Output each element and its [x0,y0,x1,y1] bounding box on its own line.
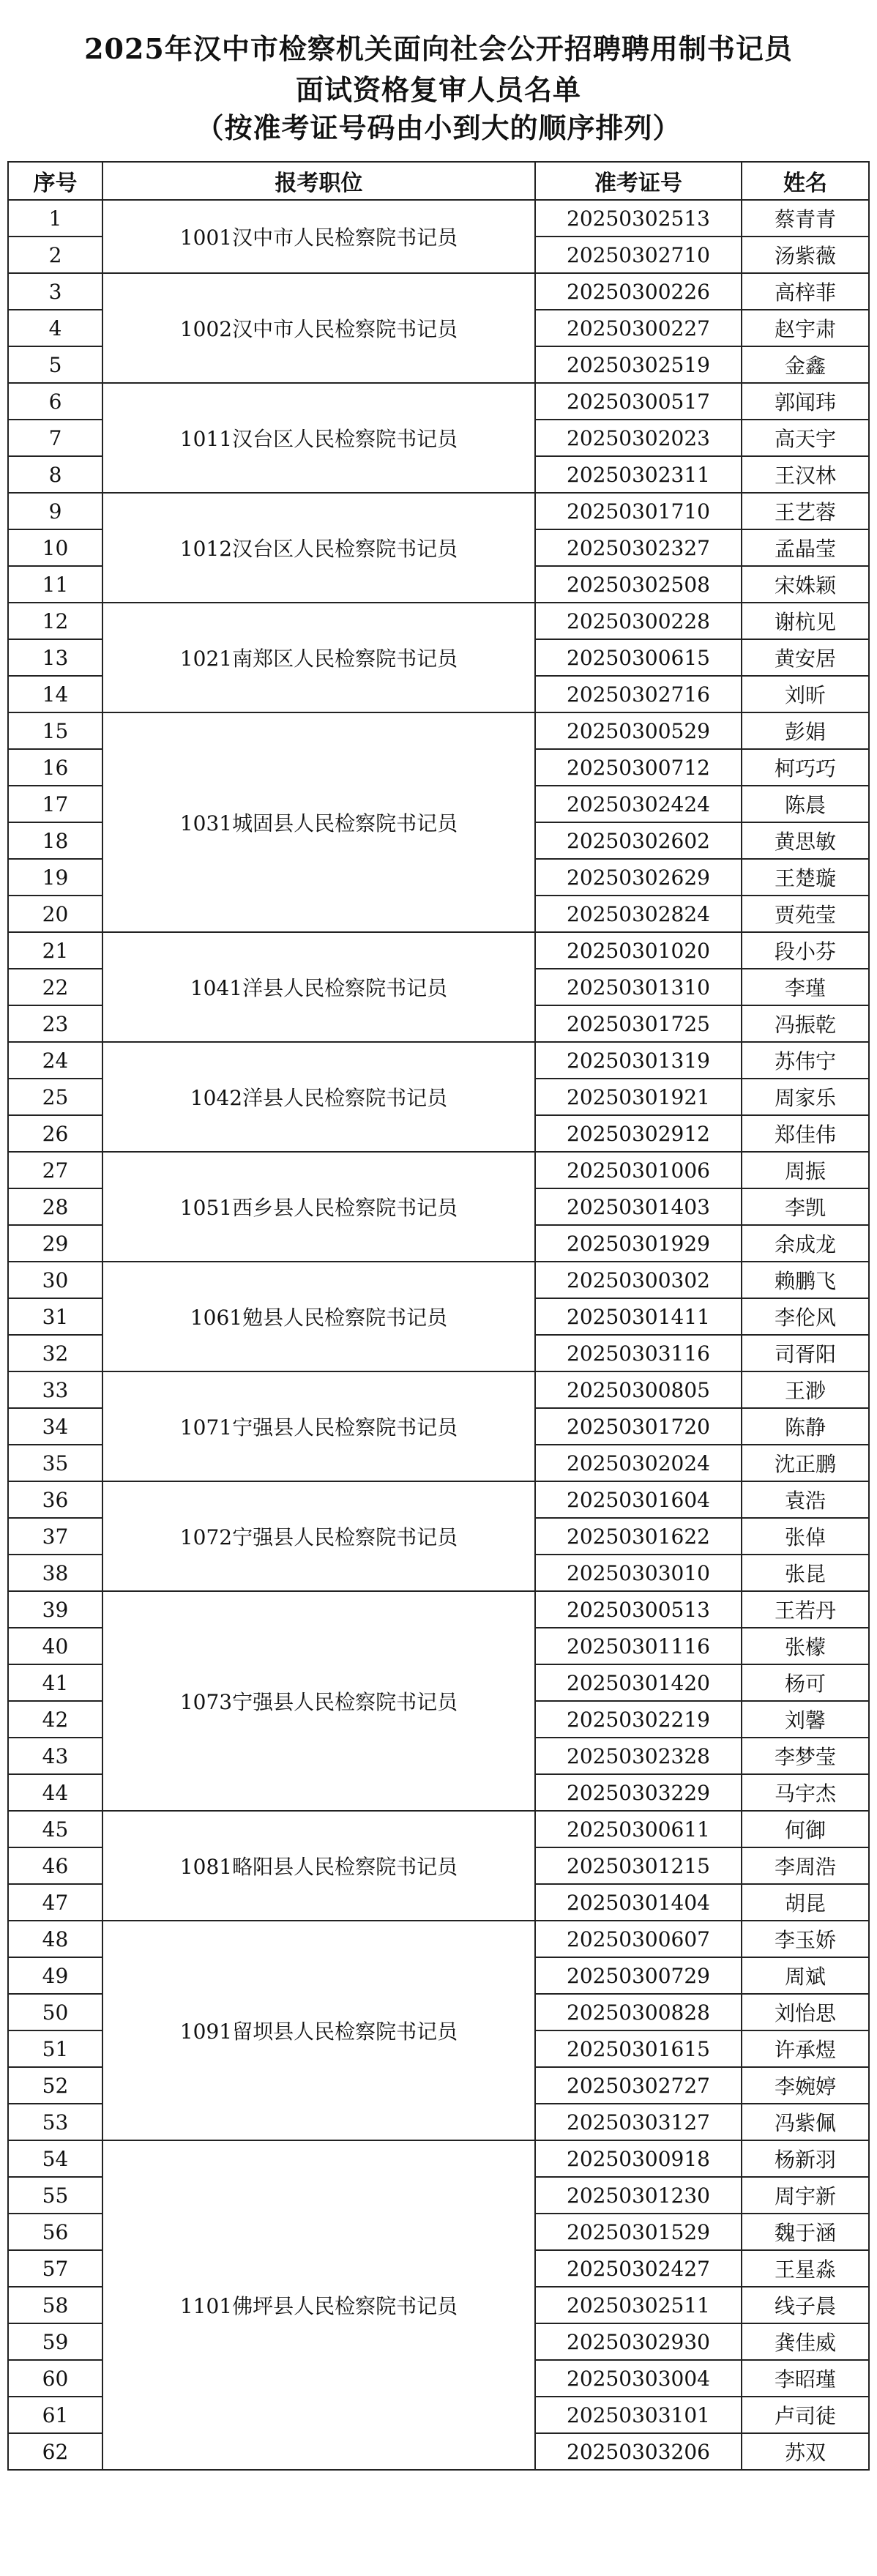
seq-cell: 4 [8,310,102,346]
candidate-name-cell: 郑佳伟 [742,1115,869,1152]
table-row [8,712,869,749]
position-cell: 1011汉台区人民检察院书记员 [102,383,535,493]
exam-number-cell: 20250302427 [535,2250,742,2287]
table-row [8,2140,869,2177]
exam-number-cell: 20250303116 [535,1335,742,1371]
exam-number-cell: 20250300529 [535,712,742,749]
seq-cell: 21 [8,932,102,969]
candidate-name-cell: 王星淼 [742,2250,869,2287]
table-row [8,1481,869,1518]
candidate-name-cell: 余成龙 [742,1225,869,1262]
exam-number-cell: 20250301725 [535,1005,742,1042]
candidate-name-cell: 刘昕 [742,676,869,712]
seq-cell: 10 [8,529,102,566]
candidate-name-cell: 李周浩 [742,1847,869,1884]
exam-number-cell: 20250301604 [535,1481,742,1518]
exam-number-cell: 20250302219 [535,1701,742,1738]
exam-number-cell: 20250302912 [535,1115,742,1152]
exam-number-cell: 20250302511 [535,2287,742,2323]
candidate-name-cell: 王艺蓉 [742,493,869,529]
candidate-name-cell: 线子晨 [742,2287,869,2323]
seq-cell: 37 [8,1518,102,1555]
seq-cell: 20 [8,896,102,932]
seq-cell: 61 [8,2397,102,2433]
exam-number-cell: 20250301720 [535,1408,742,1445]
position-cell: 1002汉中市人民检察院书记员 [102,273,535,383]
candidate-name-cell: 苏伟宁 [742,1042,869,1079]
seq-cell: 18 [8,822,102,859]
position-cell: 1051西乡县人民检察院书记员 [102,1152,535,1262]
candidate-name-cell: 郭闻玮 [742,383,869,420]
seq-cell: 8 [8,456,102,493]
header-seq: 序号 [8,162,102,200]
seq-cell: 30 [8,1262,102,1298]
seq-cell: 22 [8,969,102,1005]
exam-number-cell: 20250301020 [535,932,742,969]
exam-number-cell: 20250300228 [535,603,742,639]
table-row [8,383,869,420]
candidate-name-cell: 冯振乾 [742,1005,869,1042]
exam-number-cell: 20250301929 [535,1225,742,1262]
exam-number-cell: 20250302513 [535,200,742,237]
seq-cell: 29 [8,1225,102,1262]
seq-cell: 42 [8,1701,102,1738]
seq-cell: 19 [8,859,102,896]
seq-cell: 38 [8,1555,102,1591]
exam-number-cell: 20250300918 [535,2140,742,2177]
candidate-name-cell: 高梓菲 [742,273,869,310]
position-cell: 1061勉县人民检察院书记员 [102,1262,535,1371]
exam-number-cell: 20250302824 [535,896,742,932]
candidate-name-cell: 黄思敏 [742,822,869,859]
seq-cell: 34 [8,1408,102,1445]
candidate-name-cell: 胡昆 [742,1884,869,1921]
table-row [8,1811,869,1847]
seq-cell: 7 [8,420,102,456]
candidate-name-cell: 张檬 [742,1628,869,1664]
table-row [8,603,869,639]
exam-number-cell: 20250302602 [535,822,742,859]
candidate-name-cell: 王汉林 [742,456,869,493]
seq-cell: 36 [8,1481,102,1518]
sort-note: （按准考证号码由小到大的顺序排列） [195,111,682,144]
seq-cell: 33 [8,1371,102,1408]
position-cell: 1071宁强县人民检察院书记员 [102,1371,535,1481]
exam-number-cell: 20250301411 [535,1298,742,1335]
table-row [8,493,869,529]
candidate-name-cell: 柯巧巧 [742,749,869,786]
seq-cell: 58 [8,2287,102,2323]
position-cell: 1091留坝县人民检察院书记员 [102,1921,535,2140]
candidate-name-cell: 高天宇 [742,420,869,456]
exam-number-cell: 20250300611 [535,1811,742,1847]
seq-cell: 1 [8,200,102,237]
exam-number-cell: 20250302023 [535,420,742,456]
candidate-name-cell: 金鑫 [742,346,869,383]
seq-cell: 56 [8,2214,102,2250]
candidate-name-cell: 袁浩 [742,1481,869,1518]
seq-cell: 6 [8,383,102,420]
exam-number-cell: 20250301622 [535,1518,742,1555]
seq-cell: 9 [8,493,102,529]
exam-number-cell: 20250301230 [535,2177,742,2214]
seq-cell: 39 [8,1591,102,1628]
exam-number-cell: 20250303127 [535,2104,742,2140]
header-exam-number: 准考证号 [535,162,742,200]
seq-cell: 44 [8,1774,102,1811]
seq-cell: 27 [8,1152,102,1188]
position-cell: 1073宁强县人民检察院书记员 [102,1591,535,1811]
candidate-name-cell: 周振 [742,1152,869,1188]
exam-number-cell: 20250300227 [535,310,742,346]
seq-cell: 23 [8,1005,102,1042]
candidate-name-cell: 马宇杰 [742,1774,869,1811]
seq-cell: 35 [8,1445,102,1481]
exam-number-cell: 20250302024 [535,1445,742,1481]
exam-number-cell: 20250301319 [535,1042,742,1079]
candidate-name-cell: 赖鹏飞 [742,1262,869,1298]
exam-number-cell: 20250301615 [535,2030,742,2067]
seq-cell: 59 [8,2323,102,2360]
seq-cell: 54 [8,2140,102,2177]
exam-number-cell: 20250302727 [535,2067,742,2104]
seq-cell: 3 [8,273,102,310]
seq-cell: 45 [8,1811,102,1847]
candidate-name-cell: 王渺 [742,1371,869,1408]
seq-cell: 26 [8,1115,102,1152]
candidate-name-cell: 李玉娇 [742,1921,869,1957]
exam-number-cell: 20250300729 [535,1957,742,1994]
candidate-name-cell: 杨可 [742,1664,869,1701]
seq-cell: 15 [8,712,102,749]
exam-number-cell: 20250300607 [535,1921,742,1957]
table-header-row [8,162,869,200]
candidate-name-cell: 宋姝颖 [742,566,869,603]
position-cell: 1072宁强县人民检察院书记员 [102,1481,535,1591]
candidate-name-cell: 刘馨 [742,1701,869,1738]
seq-cell: 28 [8,1188,102,1225]
exam-number-cell: 20250300805 [535,1371,742,1408]
candidate-name-cell: 李梦莹 [742,1738,869,1774]
table-row [8,1371,869,1408]
exam-number-cell: 20250303004 [535,2360,742,2397]
seq-cell: 43 [8,1738,102,1774]
exam-number-cell: 20250302716 [535,676,742,712]
exam-number-cell: 20250300828 [535,1994,742,2030]
exam-number-cell: 20250303010 [535,1555,742,1591]
position-cell: 1041洋县人民检察院书记员 [102,932,535,1042]
candidate-name-cell: 谢杭见 [742,603,869,639]
table-row [8,200,869,237]
exam-number-cell: 20250302508 [535,566,742,603]
seq-cell: 5 [8,346,102,383]
candidate-name-cell: 汤紫薇 [742,237,869,273]
candidate-name-cell: 卢司徒 [742,2397,869,2433]
table-body [8,200,869,2470]
candidate-name-cell: 魏于涵 [742,2214,869,2250]
candidate-table [7,161,870,2471]
seq-cell: 16 [8,749,102,786]
seq-cell: 62 [8,2433,102,2470]
seq-cell: 53 [8,2104,102,2140]
seq-cell: 17 [8,786,102,822]
seq-cell: 40 [8,1628,102,1664]
table-row [8,1042,869,1079]
page-subtitle: 面试资格复审人员名单 [295,73,581,106]
table-row [8,1591,869,1628]
exam-number-cell: 20250300615 [535,639,742,676]
exam-number-cell: 20250301529 [535,2214,742,2250]
candidate-name-cell: 陈晨 [742,786,869,822]
exam-number-cell: 20250301215 [535,1847,742,1884]
exam-number-cell: 20250300517 [535,383,742,420]
candidate-name-cell: 周家乐 [742,1079,869,1115]
table-row [8,932,869,969]
seq-cell: 41 [8,1664,102,1701]
position-cell: 1001汉中市人民检察院书记员 [102,200,535,273]
exam-number-cell: 20250301116 [535,1628,742,1664]
position-cell: 1081略阳县人民检察院书记员 [102,1811,535,1921]
position-cell: 1101佛坪县人民检察院书记员 [102,2140,535,2470]
seq-cell: 24 [8,1042,102,1079]
candidate-name-cell: 陈静 [742,1408,869,1445]
exam-number-cell: 20250300302 [535,1262,742,1298]
seq-cell: 12 [8,603,102,639]
exam-number-cell: 20250301006 [535,1152,742,1188]
candidate-name-cell: 段小芬 [742,932,869,969]
candidate-name-cell: 张倬 [742,1518,869,1555]
candidate-name-cell: 彭娟 [742,712,869,749]
exam-number-cell: 20250301310 [535,969,742,1005]
position-cell: 1031城固县人民检察院书记员 [102,712,535,932]
candidate-name-cell: 王若丹 [742,1591,869,1628]
candidate-name-cell: 赵宇肃 [742,310,869,346]
table-row [8,1921,869,1957]
exam-number-cell: 20250302311 [535,456,742,493]
seq-cell: 48 [8,1921,102,1957]
table-row [8,273,869,310]
candidate-name-cell: 周宇新 [742,2177,869,2214]
position-cell: 1021南郑区人民检察院书记员 [102,603,535,712]
exam-number-cell: 20250300513 [535,1591,742,1628]
candidate-name-cell: 黄安居 [742,639,869,676]
candidate-name-cell: 沈正鹏 [742,1445,869,1481]
candidate-name-cell: 李凯 [742,1188,869,1225]
candidate-name-cell: 司胥阳 [742,1335,869,1371]
exam-number-cell: 20250301921 [535,1079,742,1115]
seq-cell: 14 [8,676,102,712]
exam-number-cell: 20250303206 [535,2433,742,2470]
candidate-name-cell: 李婉婷 [742,2067,869,2104]
candidate-name-cell: 刘怡思 [742,1994,869,2030]
seq-cell: 46 [8,1847,102,1884]
seq-cell: 52 [8,2067,102,2104]
exam-number-cell: 20250301404 [535,1884,742,1921]
candidate-name-cell: 许承煜 [742,2030,869,2067]
exam-number-cell: 20250300712 [535,749,742,786]
exam-number-cell: 20250302424 [535,786,742,822]
exam-number-cell: 20250302327 [535,529,742,566]
position-cell: 1012汉台区人民检察院书记员 [102,493,535,603]
candidate-name-cell: 李瑾 [742,969,869,1005]
seq-cell: 2 [8,237,102,273]
exam-number-cell: 20250300226 [535,273,742,310]
candidate-name-cell: 周斌 [742,1957,869,1994]
seq-cell: 47 [8,1884,102,1921]
seq-cell: 49 [8,1957,102,1994]
seq-cell: 51 [8,2030,102,2067]
exam-number-cell: 20250302930 [535,2323,742,2360]
table-row [8,1262,869,1298]
exam-number-cell: 20250301403 [535,1188,742,1225]
candidate-name-cell: 龚佳威 [742,2323,869,2360]
candidate-name-cell: 张昆 [742,1555,869,1591]
candidate-name-cell: 杨新羽 [742,2140,869,2177]
candidate-name-cell: 王楚璇 [742,859,869,896]
position-cell: 1042洋县人民检察院书记员 [102,1042,535,1152]
seq-cell: 31 [8,1298,102,1335]
exam-number-cell: 20250302629 [535,859,742,896]
exam-number-cell: 20250301420 [535,1664,742,1701]
candidate-name-cell: 孟晶莹 [742,529,869,566]
candidate-name-cell: 李昭瑾 [742,2360,869,2397]
seq-cell: 55 [8,2177,102,2214]
table-row [8,1152,869,1188]
exam-number-cell: 20250303101 [535,2397,742,2433]
candidate-name-cell: 蔡青青 [742,200,869,237]
seq-cell: 13 [8,639,102,676]
header-name: 姓名 [742,162,869,200]
candidate-name-cell: 贾苑莹 [742,896,869,932]
exam-number-cell: 20250302519 [535,346,742,383]
candidate-name-cell: 何御 [742,1811,869,1847]
seq-cell: 11 [8,566,102,603]
exam-number-cell: 20250301710 [535,493,742,529]
candidate-name-cell: 李伦风 [742,1298,869,1335]
document-header [0,0,877,154]
header-position: 报考职位 [102,162,535,200]
seq-cell: 32 [8,1335,102,1371]
exam-number-cell: 20250302710 [535,237,742,273]
seq-cell: 57 [8,2250,102,2287]
seq-cell: 60 [8,2360,102,2397]
exam-number-cell: 20250303229 [535,1774,742,1811]
seq-cell: 25 [8,1079,102,1115]
page-title: 2025年汉中市检察机关面向社会公开招聘聘用制书记员 [84,32,793,65]
candidate-name-cell: 苏双 [742,2433,869,2470]
candidate-name-cell: 冯紫佩 [742,2104,869,2140]
exam-number-cell: 20250302328 [535,1738,742,1774]
seq-cell: 50 [8,1994,102,2030]
